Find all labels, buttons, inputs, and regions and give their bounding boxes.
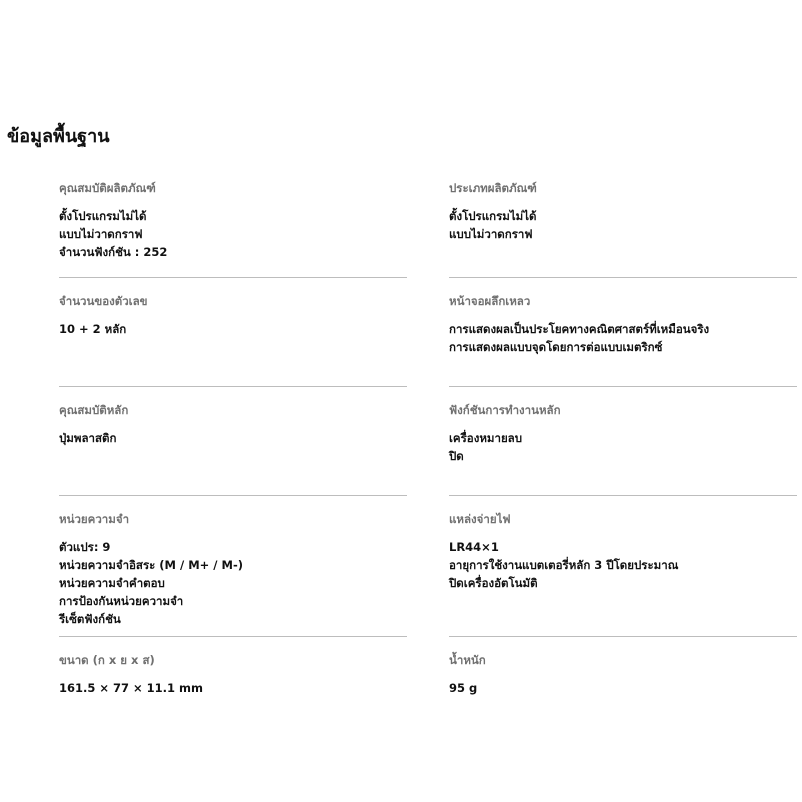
- spec-values: [59, 679, 407, 697]
- spec-value: ปิด: [449, 449, 464, 463]
- spec-value: หน่วยความจำอิสระ (M / M+ / M-): [59, 558, 243, 572]
- spec-value: การแสดงผลเป็นประโยคทางคณิตศาสตร์ที่เหมือนจริง: [449, 322, 710, 336]
- spec-label: หน้าจอผลึกเหลว: [449, 294, 531, 308]
- spec-label: จำนวนของตัวเลข: [59, 294, 148, 308]
- spec-label: คุณสมบัติหลัก: [59, 403, 129, 417]
- spec-value: ตั้งโปรแกรมไม่ได้: [59, 209, 147, 223]
- spec-main-features: [59, 387, 407, 496]
- spec-values: [449, 320, 797, 356]
- section-title: ข้อมูลพื้นฐาน: [7, 126, 110, 147]
- spec-value: เครื่องหมายลบ: [449, 431, 523, 445]
- spec-digit-count: [59, 278, 407, 387]
- spec-label: ฟังก์ชันการทำงานหลัก: [449, 403, 561, 417]
- spec-values: [449, 429, 797, 465]
- spec-grid: [59, 177, 797, 715]
- spec-value: การป้องกันหน่วยความจำ: [59, 594, 184, 608]
- spec-label: หน่วยความจำ: [59, 512, 130, 526]
- spec-values: [59, 207, 407, 261]
- spec-dimensions: [59, 637, 407, 715]
- spec-value: 95 g: [449, 681, 478, 695]
- spec-values: [59, 538, 407, 628]
- spec-value: อายุการใช้งานแบตเตอรี่หลัก 3 ปีโดยประมาณ: [449, 558, 679, 572]
- spec-value: ตั้งโปรแกรมไม่ได้: [449, 209, 537, 223]
- spec-values: [59, 429, 407, 447]
- spec-label: แหล่งจ่ายไฟ: [449, 512, 511, 526]
- spec-label: ประเภทผลิตภัณฑ์: [449, 181, 537, 195]
- spec-value: LR44×1: [449, 540, 499, 554]
- spec-value: 161.5 × 77 × 11.1 mm: [59, 681, 204, 695]
- spec-main-functions: [449, 387, 797, 496]
- spec-label: น้ำหนัก: [449, 653, 486, 667]
- spec-value: การแสดงผลแบบจุดโดยการต่อแบบเมตริกซ์: [449, 340, 663, 354]
- spec-value: แบบไม่วาดกราฟ: [59, 227, 143, 241]
- spec-values: [59, 320, 407, 338]
- spec-value: ปิดเครื่องอัตโนมัติ: [449, 576, 538, 590]
- spec-lcd-display: [449, 278, 797, 387]
- spec-memory: [59, 496, 407, 637]
- spec-value: 10 + 2 หลัก: [59, 322, 127, 336]
- spec-value: ตัวแปร: 9: [59, 540, 111, 554]
- spec-product-type: [449, 177, 797, 278]
- spec-value: รีเซ็ตฟังก์ชัน: [59, 612, 121, 626]
- spec-value: ปุ่มพลาสติก: [59, 431, 117, 445]
- spec-value: หน่วยความจำคำตอบ: [59, 576, 165, 590]
- spec-product-features: [59, 177, 407, 278]
- spec-values: [449, 207, 797, 243]
- spec-values: [449, 679, 797, 697]
- spec-label: ขนาด (ก x ย x ส): [59, 653, 155, 667]
- spec-weight: [449, 637, 797, 715]
- spec-value: แบบไม่วาดกราฟ: [449, 227, 533, 241]
- spec-values: [449, 538, 797, 592]
- spec-label: คุณสมบัติผลิตภัณฑ์: [59, 181, 156, 195]
- spec-value: จำนวนฟังก์ชัน : 252: [59, 245, 168, 259]
- spec-power-supply: [449, 496, 797, 637]
